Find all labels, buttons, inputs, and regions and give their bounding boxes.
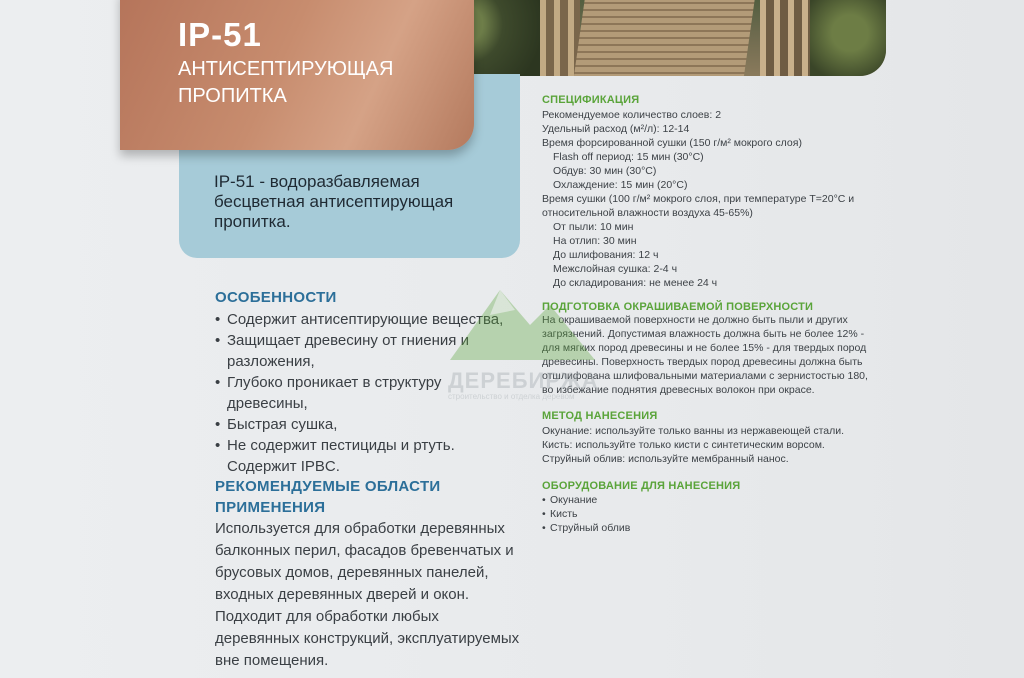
product-code: IP-51 (178, 16, 262, 53)
spec-line: Flash off период: 15 мин (30°С) (553, 151, 704, 163)
feature-item: • Быстрая сушка, (215, 414, 515, 435)
equipment-heading: ОБОРУДОВАНИЕ ДЛЯ НАНЕСЕНИЯ (542, 480, 741, 492)
photo-railing-right (760, 0, 810, 76)
features-list (215, 309, 515, 477)
spec-line: Время сушки (100 г/м² мокрого слоя, при температуре Т=20°С и относительной влажности воздуха 45-65%) (542, 193, 855, 219)
feature-item: • Глубоко проникает в структуру древесины, (215, 372, 515, 414)
method-line: Струйный облив: используйте мембранный нанос. (542, 453, 789, 465)
spec-line: На отлип: 30 мин (553, 235, 637, 247)
equipment-list (542, 493, 887, 535)
method-line: Окунание: используйте только ванны из нержавеющей стали. (542, 425, 845, 437)
spec-line: Удельный расход (м²/л): 12-14 (542, 123, 690, 135)
spec-line: Рекомендуемое количество слоев: 2 (542, 109, 722, 121)
equipment-item: • Окунание (542, 493, 887, 507)
watermark-brand: ДЕРЕБИРЖА (448, 368, 599, 393)
method-heading: МЕТОД НАНЕСЕНИЯ (542, 410, 658, 422)
photo-foliage-right (810, 0, 886, 76)
photo-deck (574, 0, 756, 76)
spec-line: Охлаждение: 15 мин (20°С) (553, 179, 688, 191)
spec-line: Межслойная сушка: 2-4 ч (553, 263, 678, 275)
preparation-heading: ПОДГОТОВКА ОКРАШИВАЕМОЙ ПОВЕРХНОСТИ (542, 301, 814, 313)
method-line: Кисть: используйте только кисти с синтетическим ворсом. (542, 439, 825, 451)
spec-line: От пыли: 10 мин (553, 221, 634, 233)
photo-railing-left (540, 0, 580, 76)
spec-line: До складирования: не менее 24 ч (553, 277, 718, 289)
spec-line: До шлифования: 12 ч (553, 249, 659, 261)
equipment-item: • Струйный облив (542, 521, 887, 535)
specification-text (542, 108, 887, 290)
preparation-text: На окрашиваемой поверхности не должно быть пыли и других загрязнений. Допустимая влажность должна быть не более 12% - для мягких пород древесины и не более 15% - для твердых пород древесины. Поверхность твердых пород древесины должна быть отшлифована шлифовальными материалами с зернистостью 180, во избежание поднятия древесных волокон при окрасе. (542, 314, 868, 396)
applications-text: Используется для обработки деревянных балконных перил, фасадов бревенчатых и брусовых домов, деревянных панелей, входных деревянных дверей и окон. Подходит для обработки любых деревянных конструкций, эксплуатируемых вне помещения. (215, 520, 520, 669)
features-heading: ОСОБЕННОСТИ (215, 289, 337, 306)
product-name: АНТИСЕПТИРУЮЩАЯ ПРОПИТКА (178, 58, 394, 107)
spec-line: Обдув: 30 мин (30°С) (553, 165, 657, 177)
method-text (542, 424, 887, 466)
equipment-item: • Кисть (542, 507, 887, 521)
wooden-bridge-photo (430, 0, 886, 76)
specification-heading: СПЕЦИФИКАЦИЯ (542, 94, 640, 106)
feature-item: • Не содержит пестициды и ртуть. Содержит IPBC. (215, 435, 515, 477)
spec-line: Время форсированной сушки (150 г/м² мокрого слоя) (542, 137, 802, 149)
applications-heading: РЕКОМЕНДУЕМЫЕ ОБЛАСТИ ПРИМЕНЕНИЯ (215, 478, 441, 516)
feature-item: • Защищает древесину от гниения и разложения, (215, 330, 515, 372)
intro-text: IP-51 - водоразбавляемая бесцветная антисептирующая пропитка. (214, 172, 454, 231)
product-title-block (120, 0, 474, 150)
watermark-tagline: строительство и отделка деревом (448, 392, 575, 401)
feature-item: • Содержит антисептирующие вещества, (215, 309, 515, 330)
